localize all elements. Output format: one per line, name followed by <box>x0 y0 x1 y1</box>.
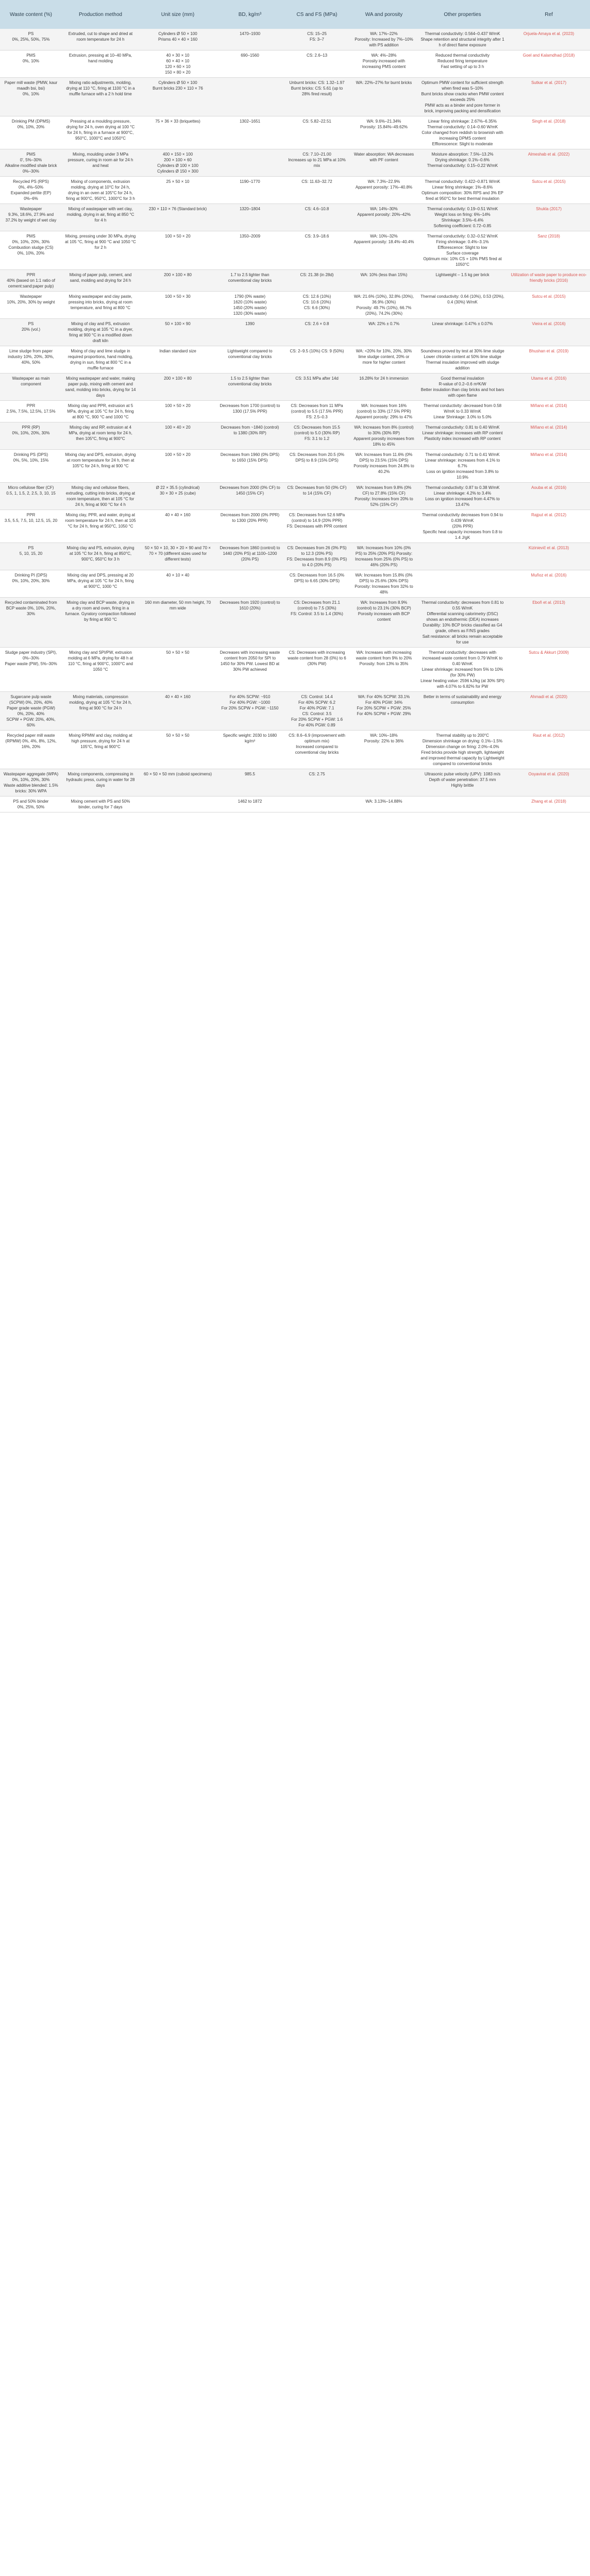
cell-production-method: Mixing components, compressing in hydraulic press, curing in water for 28 days <box>62 769 139 796</box>
cell-reference[interactable]: Miñano et al. (2014) <box>508 450 590 483</box>
cell-water-absorption: WA: Increases from 9.8% (0% CF) to 27.8% (15% CF) Porosity: Increases from 20% to 52% (15% CF) <box>350 483 417 510</box>
cell-other-properties: Linear firing shrinkage: 2.67%–6.35% Thermal conductivity: 0.14–0.60 W/mK Color changed from reddish to brownish with increasing DPMS content Efflorescence: Slight to moderate <box>417 116 508 149</box>
cell-production-method: Mixing clay and DPS, pressing at 20 MPa, drying at 105 °C for 24 h, firing at 900°C, 1000 °C <box>62 570 139 598</box>
header-reference: Ref <box>508 0 590 29</box>
cell-waste-content: Sugarcane pulp waste (SCPW) 0%, 20%, 40% Paper grade waste (PGW) 0%, 20%, 40% SCPW + PGW: 20%, 40%, 60% <box>0 692 62 731</box>
cell-water-absorption: WA: Increases from 16% (control) to 33% (17.5% PPR) Apparent porosity: 29% to 47% <box>350 401 417 422</box>
cell-production-method: Extruded, cut to shape and dried at room temperature for 24 h <box>62 29 139 50</box>
cell-other-properties: Soundness proved by test at 30% lime sludge Lower chloride content at 50% lime sludge Thermal insulation improved with sludge addition <box>417 346 508 374</box>
cell-bulk-density: Decreases with increasing waste content from 2050 for SPI to 1450 for 30% PW. Lowest BD at 30% PW achieved <box>216 648 283 692</box>
cell-other-properties: Thermal conductivity: 0.87 to 0.38 W/mK Linear shrinkage: 4.2% to 3.4% Loss on ignition increased from 4.47% to 13.47% <box>417 483 508 510</box>
cell-water-absorption: WA: Increases from 8% (control) to 30% (30% RP) Apparent porosity increases from 18% to 45% <box>350 422 417 450</box>
table-row <box>0 177 590 204</box>
cell-reference[interactable]: Miñano et al. (2014) <box>508 401 590 422</box>
cell-unit-size: 75 × 36 × 33 (briquettes) <box>139 116 216 149</box>
cell-waste-content: PS 20% (vol.) <box>0 319 62 346</box>
table-row <box>0 50 590 78</box>
table-row <box>0 769 590 796</box>
cell-reference[interactable]: Ooyavirat et al. (2020) <box>508 769 590 796</box>
cell-reference[interactable]: Singh et al. (2018) <box>508 116 590 149</box>
cell-waste-content: Recycled PS (RPS) 0%, 4%–50% Expanded perlite (EP) 0%–6% <box>0 177 62 204</box>
cell-reference[interactable]: Sanz (2018) <box>508 231 590 270</box>
cell-unit-size: Indian standard size <box>139 346 216 374</box>
cell-bulk-density: Decreases from 1960 (0% DPS) to 1650 (15% DPS) <box>216 450 283 483</box>
cell-water-absorption: WA: <20% for 10%, 20%, 30% lime sludge content, 20% or more for higher content <box>350 346 417 374</box>
properties-table <box>0 0 590 812</box>
table-row <box>0 692 590 731</box>
cell-production-method: Mixing clay and PPR, extrusion at 5 MPa, drying at 105 °C for 24 h, firing at 800 °C, 900 °C and 1000 °C <box>62 401 139 422</box>
table-row <box>0 231 590 270</box>
cell-other-properties: Thermal stability up to 200°C Dimension shrinkage on drying: 0.1%–1.5% Dimension change on firing: 2.0%–4.0% Fired bricks provide high strength, lightweight and improved thermal capacity by Lightweight compared to conventional bricks <box>417 731 508 769</box>
cell-unit-size: 40 × 40 × 160 <box>139 510 216 543</box>
cell-water-absorption: WA: Increases from 10% (0% PS) to 25% (20% PS) Porosity: Increases from 25% (0% PS) to 46% (20% PS) <box>350 543 417 570</box>
cell-strength: CS: 2–9.5 (10%) CS: 9 (50%) <box>283 346 350 374</box>
cell-reference[interactable]: Sutcu & Akkurt (2009) <box>508 648 590 692</box>
cell-unit-size: Cylinders Ø 50 × 100 Burnt bricks 230 × 110 × 76 <box>139 78 216 116</box>
table-row <box>0 422 590 450</box>
cell-bulk-density: Decreases from 2000 (0% PPR) to 1300 (20% PPR) <box>216 510 283 543</box>
cell-reference[interactable]: Sutcu et al. (2015) <box>508 177 590 204</box>
cell-water-absorption: WA: 21.6% (10%), 32.8% (20%), 36.9% (30%) Porosity: 49.7% (10%), 66.7% (20%), 74.2% (30%) <box>350 292 417 319</box>
cell-other-properties: Thermal conductivity: 0.71 to 0.41 W/mK Linear shrinkage: increases from 4.1% to 6.7% Loss on ignition increased from 3.8% to 10.9% <box>417 450 508 483</box>
cell-other-properties: Thermal conductivity: 0.81 to 0.40 W/mK Linear shrinkage: increases with RP content Plasticity index increased with RP content <box>417 422 508 450</box>
table-row <box>0 543 590 570</box>
cell-waste-content: PMS 0', 5%–30% Alkaline modified shale brick 0%–30% <box>0 149 62 177</box>
cell-reference[interactable]: Utama et al. (2016) <box>508 374 590 401</box>
cell-production-method: Mixing of clay and PS, extrusion molding, drying at 105 °C in a dryer, firing at 900 °C in a modified down draft kiln <box>62 319 139 346</box>
cell-reference[interactable]: Muñoz et al. (2016) <box>508 570 590 598</box>
cell-other-properties: Thermal conductivity: 0.564–0.437 W/mK Shape retention and structural integrity after 1 h of direct flame exposure <box>417 29 508 50</box>
cell-water-absorption: WA: 9.6%–21.34% Porosity: 15.84%–49.62% <box>350 116 417 149</box>
cell-waste-content: PMS 0%, 10%, 20%, 30% Combustion sludge (CS) 0%, 10%, 20% <box>0 231 62 270</box>
table-row <box>0 598 590 648</box>
cell-water-absorption: WA: 10% (less than 15%) <box>350 270 417 292</box>
cell-unit-size: 100 × 50 × 20 <box>139 450 216 483</box>
cell-unit-size: Cylinders Ø 50 × 100 Prisms 40 × 40 × 160 <box>139 29 216 50</box>
cell-waste-content: Wastepaper aggregate (WPA) 0%, 10%, 20%, 30% Waste additive blended: 1.5% bricks: 30% WPA <box>0 769 62 796</box>
cell-production-method: Mixing clay, PPR, and water, drying at room temperature for 24 h, then at 105 °C for 24 h, firing at 950°C, 1050 °C <box>62 510 139 543</box>
cell-waste-content: PPR (RP) 0%, 10%, 20%, 30% <box>0 422 62 450</box>
cell-reference[interactable]: Rajput et al. (2012) <box>508 510 590 543</box>
cell-waste-content: Sludge paper industry (SPI), 0%–30% Paper waste (PW), 5%–30% <box>0 648 62 692</box>
cell-bulk-density <box>216 149 283 177</box>
cell-production-method: Mixing wastepaper and clay paste, pressing into bricks, drying at room temperature, and firing at 800 °C <box>62 292 139 319</box>
cell-other-properties <box>417 796 508 812</box>
table-row <box>0 510 590 543</box>
cell-strength: CS: 2.6 × 0.8 <box>283 319 350 346</box>
cell-reference[interactable]: Miñano et al. (2014) <box>508 422 590 450</box>
cell-water-absorption: WA: 10%–18% Porosity: 22% to 36% <box>350 731 417 769</box>
table-row <box>0 116 590 149</box>
cell-bulk-density: 1320–1804 <box>216 204 283 231</box>
cell-reference[interactable]: Kizinievič et al. (2013) <box>508 543 590 570</box>
cell-production-method: Mixing wastepaper and water, making paper pulp, mixing with cement and sand, molding into bricks, drying for 14 days <box>62 374 139 401</box>
cell-other-properties: Thermal conductivity: decreases with increased waste content from 0.79 W/mK to 0.40 W/mK Linear shrinkage: increased from 5% to 10% (for 30% PW) Linear heating value: 2596 kJ/kg (at 30% SPI) with 4.07% to 6.82% for PW <box>417 648 508 692</box>
cell-waste-content: Micro cellulose fiber (CF) 0.5, 1, 1.5, 2, 2.5, 3, 10, 15 <box>0 483 62 510</box>
table-row <box>0 374 590 401</box>
cell-bulk-density: 985.5 <box>216 769 283 796</box>
header-strength: CS and FS (MPa) <box>283 0 350 29</box>
cell-waste-content: Recycled contaminated from BCP waste 0%, 10%, 20%, 30% <box>0 598 62 648</box>
table-row <box>0 319 590 346</box>
cell-reference[interactable]: Utilization of waste paper to produce eco-friendly bricks (2016) <box>508 270 590 292</box>
cell-strength: CS: 4.6–10.8 <box>283 204 350 231</box>
cell-unit-size: 25 × 50 × 10 <box>139 177 216 204</box>
cell-strength: CS: 3.51 MPa after 14d <box>283 374 350 401</box>
cell-unit-size: Ø 22 × 35.5 (cylindrical) 30 × 30 × 25 (cube) <box>139 483 216 510</box>
cell-bulk-density: 1470–1930 <box>216 29 283 50</box>
cell-unit-size: 100 × 50 × 20 <box>139 401 216 422</box>
cell-reference[interactable]: Bhushan et al. (2019) <box>508 346 590 374</box>
table-header <box>0 0 590 29</box>
cell-strength: CS: 5.82–22.51 <box>283 116 350 149</box>
cell-other-properties: Ultrasonic pulse velocity (UPV): 1083 m/s Depth of water penetration: 37.5 mm Highly brittle <box>417 769 508 796</box>
cell-strength: CS: 12.6 (10%) CS: 10.6 (20%) CS: 6.6 (30%) <box>283 292 350 319</box>
cell-other-properties: Thermal conductivity: 0.422–0.871 W/mK Linear firing shrinkage: 1%–8.6% Optimum composition: 30% RPS and 3% EP fired at 950°C for best thermal insulation <box>417 177 508 204</box>
cell-production-method: Extrusion, pressing at 10–40 MPa, hand molding <box>62 50 139 78</box>
cell-waste-content: PS 5, 10, 15, 20 <box>0 543 62 570</box>
cell-waste-content: Wastepaper 10%, 20%, 30% by weight <box>0 292 62 319</box>
cell-production-method: Mixing of components, extrusion molding, drying at 10°C for 24 h, drying in an oven at 105°C for 24 h, firing at 900°C, 950°C, 1000°C for 3 h <box>62 177 139 204</box>
cell-reference[interactable]: Sutkar et al. (2017) <box>508 78 590 116</box>
cell-waste-content: Recycled paper mill waste (RPMW) 0%, 4%, 8%, 12%, 16%, 20% <box>0 731 62 769</box>
cell-reference[interactable]: Vieira et al. (2016) <box>508 319 590 346</box>
cell-unit-size: 400 × 150 × 100 200 × 100 × 60 Cylinders Ø 100 × 100 Cylinders Ø 150 × 300 <box>139 149 216 177</box>
table-row <box>0 731 590 769</box>
header-unit-size: Unit size (mm) <box>139 0 216 29</box>
table-row <box>0 796 590 812</box>
cell-strength: CS: Decreases with increasing waste content from 28 (0%) to 6 (30% PW) <box>283 648 350 692</box>
cell-bulk-density: Decreases from 1700 (control) to 1300 (17.5% PPR) <box>216 401 283 422</box>
cell-strength: CS: Decreases from 21.1 (control) to 7.5 (30%) FS: Control: 3.5 to 1.4 (30%) <box>283 598 350 648</box>
cell-waste-content: Paper mill waste (PMW, kaur maadh bsi, bsi) 0%, 10% <box>0 78 62 116</box>
cell-production-method: Pressing at a moulding pressure, drying for 24 h, oven drying at 100 °C for 24 h, firing in a furnace at 900°C, 950°C, 1000°C and 1050°C <box>62 116 139 149</box>
cell-production-method: Mixing clay and RP, extrusion at 4 MPa, drying at room temp for 24 h, then 105°C, firing at 900°C <box>62 422 139 450</box>
table-row <box>0 292 590 319</box>
cell-bulk-density: 1790 (0% waste) 1620 (10% waste) 1450 (20% waste) 1320 (30% waste) <box>216 292 283 319</box>
cell-production-method: Mixing, pressing under 30 MPa, drying at 105 °C, firing at 900 °C and 1050 °C for 2 h <box>62 231 139 270</box>
cell-water-absorption: WA: Increases from 11.6% (0% DPS) to 23.5% (15% DPS) Porosity increases from 24.8% to 40.2% <box>350 450 417 483</box>
cell-strength: CS: 15–25 FS: 3–7 <box>283 29 350 50</box>
cell-water-absorption: WA: 22%–27% for burnt bricks <box>350 78 417 116</box>
cell-production-method: Mixing clay and SPI/PW, extrusion molding at 6 MPa, drying for 48 h at 110 °C, firing at 900°C, 1000°C and 1050 °C <box>62 648 139 692</box>
cell-unit-size: 230 × 110 × 76 (Standard brick) <box>139 204 216 231</box>
cell-reference[interactable]: Sutcu et al. (2015) <box>508 292 590 319</box>
cell-water-absorption: WA: 14%–30% Apparent porosity: 20%–42% <box>350 204 417 231</box>
cell-strength: CS: 3.9–18.6 <box>283 231 350 270</box>
table-row <box>0 78 590 116</box>
cell-bulk-density: Decreases from 2000 (0% CF) to 1450 (15% CF) <box>216 483 283 510</box>
cell-strength: CS: Decreases from 15.5 (control) to 5.0 (30% RP) FS: 3.1 to 1.2 <box>283 422 350 450</box>
cell-other-properties: Lightweight – 1.5 kg per brick <box>417 270 508 292</box>
cell-bulk-density: For 40% SCPW: ~910 For 40% PGW: ~1000 For 20% SCPW + PGW: ~1150 <box>216 692 283 731</box>
cell-reference[interactable]: Almeshab et al. (2022) <box>508 149 590 177</box>
cell-other-properties <box>417 570 508 598</box>
cell-production-method: Mixing materials, compression molding, drying at 105 °C for 24 h, firing at 900 °C for 24 h <box>62 692 139 731</box>
cell-production-method: Mixing cement with PS and 50% binder, curing for 7 days <box>62 796 139 812</box>
cell-bulk-density: 690–1560 <box>216 50 283 78</box>
cell-production-method: Mixing clay and DPS, extrusion, drying at room temperature for 24 h, then at 105°C for 24 h, firing at 900 °C <box>62 450 139 483</box>
cell-water-absorption: WA: 3.13%–14.88% <box>350 796 417 812</box>
cell-production-method: Mixing, moulding under 3 MPa pressure, curing in room air for 24 h and heat <box>62 149 139 177</box>
cell-unit-size: 50 × 50 × 50 <box>139 648 216 692</box>
cell-production-method: Mixing of clay and lime sludge in required proportions, hand molding, drying in sun, firing at 800 °C in a muffle furnace <box>62 346 139 374</box>
cell-strength: CS: Decreases from 11 MPa (control) to 5.5 (17.5% PPR) FS: 2.5–0.3 <box>283 401 350 422</box>
cell-unit-size: 40 × 30 × 10 60 × 40 × 10 120 × 60 × 10 150 × 80 × 20 <box>139 50 216 78</box>
cell-production-method: Mixing RPMW and clay, molding at high pressure, drying for 24 h at 105°C, firing at 900°C <box>62 731 139 769</box>
cell-other-properties: Thermal conductivity: 0.64 (10%), 0.53 (20%), 0.4 (30%) W/mK <box>417 292 508 319</box>
cell-reference[interactable]: Goel and Kalamdhad (2018) <box>508 50 590 78</box>
cell-other-properties: Thermal conductivity: 0.32–0.52 W/mK Firing shrinkage: 0.4%–3.1% Efflorescence: Slight to low Surface coverage Optimum mix: 10% CS + 10% PMS fired at 1050°C <box>417 231 508 270</box>
cell-waste-content: Drinking PI (DPS) 0%, 10%, 20%, 30% <box>0 570 62 598</box>
cell-waste-content: Wastepaper as main component <box>0 374 62 401</box>
cell-unit-size: 100 × 50 × 30 <box>139 292 216 319</box>
cell-unit-size: 200 × 100 × 80 <box>139 374 216 401</box>
cell-strength: CS: 21.38 (in 28d) <box>283 270 350 292</box>
cell-unit-size: 100 × 50 × 20 <box>139 231 216 270</box>
cell-bulk-density <box>216 78 283 116</box>
cell-other-properties: Thermal conductivity: decreases from 0.81 to 0.55 W/mK Differential scanning calorimetry (DSC) shows an endothermic (DEA) increases Durability: 10% BCP bricks classified as G4 grade, others as F/NS grades Salt resistance: all bricks remain acceptable for use <box>417 598 508 648</box>
cell-other-properties <box>417 543 508 570</box>
cell-reference[interactable]: Ahmadi et al. (2020) <box>508 692 590 731</box>
header-bulk-density: BD, kg/m³ <box>216 0 283 29</box>
table-row <box>0 570 590 598</box>
cell-production-method: Mixing of paper pulp, cement, and sand, molding and drying for 24 h <box>62 270 139 292</box>
cell-unit-size <box>139 796 216 812</box>
cell-other-properties: Reduced thermal conductivity Reduced firing temperature Fast setting of up to 3 h <box>417 50 508 78</box>
cell-strength: CS: Decreases from 20.5 (0% DPS) to 8.9 (15% DPS) <box>283 450 350 483</box>
cell-production-method: Mixing of wastepaper with wet clay, molding, drying in air, firing at 850 °C for 4 h <box>62 204 139 231</box>
cell-strength: CS: Decreases from 50 (0% CF) to 14 (15% CF) <box>283 483 350 510</box>
cell-reference[interactable]: Orjuela-Amaya et al. (2023) <box>508 29 590 50</box>
header-other-properties: Other properties <box>417 0 508 29</box>
cell-bulk-density: Lightweight compared to conventional clay bricks <box>216 346 283 374</box>
cell-unit-size: 200 × 100 × 80 <box>139 270 216 292</box>
cell-reference[interactable]: Shukla (2017) <box>508 204 590 231</box>
cell-production-method: Mixing clay and cellulose fibers, extruding, cutting into bricks, drying at room temperature, then at 105 °C for 24 h, firing at 900 °C for 4 h <box>62 483 139 510</box>
cell-bulk-density <box>216 570 283 598</box>
cell-strength: CS: Control: 14.4 For 40% SCPW: 6.2 For 40% PGW: 7.1 CS: Control: 3.5 For 20% SCPW + PGW: 1.6 For 40% PGW: 0.89 <box>283 692 350 731</box>
cell-water-absorption <box>350 769 417 796</box>
cell-waste-content: PPR 40% (based on 1:1 ratio of cement:sand:paper pulp) <box>0 270 62 292</box>
cell-water-absorption: WA: Increases from 8.9% (control) to 23.1% (30% BCP) Porosity increases with BCP content <box>350 598 417 648</box>
cell-unit-size: 40 × 40 × 160 <box>139 692 216 731</box>
cell-unit-size: 100 × 40 × 20 <box>139 422 216 450</box>
header-production-method: Production method <box>62 0 139 29</box>
table-row <box>0 450 590 483</box>
header-water-absorption: WA and porosity <box>350 0 417 29</box>
cell-waste-content: Drinking PM (DPMS) 0%, 10%, 20% <box>0 116 62 149</box>
cell-other-properties: Optimum PMW content for sufficient strength when fired was 5–10% Burnt bricks show cracks when PMW content exceeds 25% PMW acts as a binder and pore former in brick, improving packing and densification <box>417 78 508 116</box>
cell-bulk-density: 1.7 to 2.5 lighter than conventional clay bricks <box>216 270 283 292</box>
cell-water-absorption: WA: For 40% SCPW: 33.1% For 40% PGW: 34% For 20% SCPW + PGW: 25% For 40% SCPW + PGW: 29% <box>350 692 417 731</box>
cell-strength: CS: Decreases from 26 (0% PS) to 12.3 (20% PS) FS: Decreases from 8.9 (0% PS) to 4.0 (20% PS) <box>283 543 350 570</box>
cell-waste-content: Wastepaper 9.3%, 18.6%, 27.9% and 37.2% by weight of wet clay <box>0 204 62 231</box>
header-waste-content: Waste content (%) <box>0 0 62 29</box>
cell-reference[interactable]: Eboñ et al. (2013) <box>508 598 590 648</box>
cell-other-properties: Moisture absorption: 7.5%–13.2% Drying shrinkage: 0.1%–0.6% Thermal conductivity: 0.15–0.22 W/mK <box>417 149 508 177</box>
table-row <box>0 149 590 177</box>
table-row <box>0 270 590 292</box>
cell-water-absorption: WA: 7.3%–22.9% Apparent porosity: 17%–40.8% <box>350 177 417 204</box>
table-row <box>0 346 590 374</box>
cell-bulk-density: Decreases from 1920 (control) to 1610 (20%) <box>216 598 283 648</box>
cell-strength: CS: 2.6–13 <box>283 50 350 78</box>
cell-bulk-density: 1302–1651 <box>216 116 283 149</box>
cell-bulk-density: 1390 <box>216 319 283 346</box>
cell-production-method: Mixing ratio adjustments, molding, drying at 110 °C, firing at 1100 °C in a muffle furnace with a 2 h hold time <box>62 78 139 116</box>
cell-reference[interactable]: Zhang et al. (2018) <box>508 796 590 812</box>
cell-water-absorption: WA: Increases with increasing waste content from 9% to 20% Porosity: from 13% to 35% <box>350 648 417 692</box>
cell-waste-content: PMS 0%, 10% <box>0 50 62 78</box>
table-row <box>0 204 590 231</box>
cell-other-properties: Linear shrinkage: 0.47% ± 0.07% <box>417 319 508 346</box>
cell-strength: CS: Decreases from 52.6 MPa (control) to 14.9 (20% PPR) FS: Decreases with PPR content <box>283 510 350 543</box>
cell-unit-size: 60 × 50 × 50 mm (cuboid specimens) <box>139 769 216 796</box>
cell-reference[interactable]: Raut et al. (2012) <box>508 731 590 769</box>
cell-strength: CS: Decreases from 16.5 (0% DPS) to 6.65 (30% DPS) <box>283 570 350 598</box>
cell-bulk-density: Decreases from 1860 (control) to 1440 (20% PS) at 1100–1200 (20% PS) <box>216 543 283 570</box>
cell-waste-content: PS 0%, 25%, 50%, 75% <box>0 29 62 50</box>
cell-waste-content: PPR 3.5, 5.5, 7.5, 10, 12.5, 15, 20 <box>0 510 62 543</box>
cell-strength: CS: 2.75 <box>283 769 350 796</box>
cell-water-absorption: WA: 22% ± 0.7% <box>350 319 417 346</box>
cell-other-properties: Good thermal insulation R-value of 0.2–0.6 m²K/W Better insulation than clay bricks and hot bars with open flame <box>417 374 508 401</box>
cell-waste-content: Lime sludge from paper industry 10%, 20%, 30%, 40%, 50% <box>0 346 62 374</box>
cell-water-absorption: WA: 17%–22% Porosity: Increased by 7%–10% with PS addition <box>350 29 417 50</box>
cell-strength: CS: 7.10–21.00 Increases up to 21 MPa at 10% mix <box>283 149 350 177</box>
cell-strength: CS: 8.6–6.9 (improvement with optimum mix) Increased compared to conventional clay bricks <box>283 731 350 769</box>
cell-unit-size: 50 × 50 × 50 <box>139 731 216 769</box>
cell-bulk-density: Decreases from ~1840 (control) to 1380 (30% RP) <box>216 422 283 450</box>
cell-other-properties: Better in terms of sustainability and energy consumption <box>417 692 508 731</box>
cell-water-absorption <box>350 510 417 543</box>
cell-other-properties: Thermal conductivity decreases from 0.94 to 0.439 W/mK (20% PPR) Specific heat capacity increases from 0.8 to 1.4 J/gK <box>417 510 508 543</box>
cell-production-method: Mixing clay and PS, extrusion, drying at 105 °C for 24 h, firing at 850°C, 900°C, 950°C for 3 h <box>62 543 139 570</box>
cell-water-absorption: Water absorption: WA decreases with PF content <box>350 149 417 177</box>
cell-waste-content: PS and 50% binder 0%, 25%, 50% <box>0 796 62 812</box>
cell-water-absorption: 16.28% for 24 h immersion <box>350 374 417 401</box>
cell-other-properties: Thermal conductivity: decreased from 0.58 W/mK to 0.33 W/mK Linear Shrinkage: 3.0% to 5.0% <box>417 401 508 422</box>
table-row <box>0 29 590 50</box>
cell-unit-size: 50 × 100 × 90 <box>139 319 216 346</box>
table-row <box>0 483 590 510</box>
cell-bulk-density: 1190–1770 <box>216 177 283 204</box>
cell-unit-size: 40 × 10 × 40 <box>139 570 216 598</box>
cell-waste-content: PPR 2.5%, 7.5%, 12.5%, 17.5% <box>0 401 62 422</box>
cell-unit-size: 50 × 50 × 10, 30 × 20 × 90 and 70 × 70 × 70 (different sizes used for different tests) <box>139 543 216 570</box>
table-row <box>0 648 590 692</box>
cell-strength: CS: 11.63–32.72 <box>283 177 350 204</box>
cell-water-absorption: WA: Increases from 15.8% (0% DPS) to 25.6% (30% DPS) Porosity: Increases from 32% to 48% <box>350 570 417 598</box>
table-row <box>0 401 590 422</box>
cell-bulk-density: Specific weight: 2030 to 1680 kg/m³ <box>216 731 283 769</box>
cell-reference[interactable]: Aouba et al. (2016) <box>508 483 590 510</box>
cell-bulk-density: 1462 to 1872 <box>216 796 283 812</box>
table-body <box>0 29 590 812</box>
cell-water-absorption: WA: 10%–32% Apparent porosity: 18.4%–40.4% <box>350 231 417 270</box>
cell-production-method: Mixing clay and BCP waste, drying in a dry room and oven, firing in a furnace. Gyratory compaction followed by firing at 950 °C <box>62 598 139 648</box>
cell-strength: Unburnt bricks: CS: 1.32–1.97 Burnt bricks: CS: 5.61 (up to 28% fired result) <box>283 78 350 116</box>
cell-bulk-density: 1350–2009 <box>216 231 283 270</box>
cell-other-properties: Thermal conductivity: 0.19–0.51 W/mK Weight loss on firing: 6%–14% Shrinkage: 3.5%–6.4% Softening coefficient: 0.72–0.85 <box>417 204 508 231</box>
cell-water-absorption: WA: 4%–28% Porosity increased with increasing PMS content <box>350 50 417 78</box>
cell-unit-size: 160 mm diameter, 50 mm height, 70 mm wide <box>139 598 216 648</box>
cell-waste-content: Drinking PS (DPS) 0%, 5%, 10%, 15% <box>0 450 62 483</box>
cell-bulk-density: 1.5 to 2.5 lighter than conventional clay bricks <box>216 374 283 401</box>
cell-strength <box>283 796 350 812</box>
